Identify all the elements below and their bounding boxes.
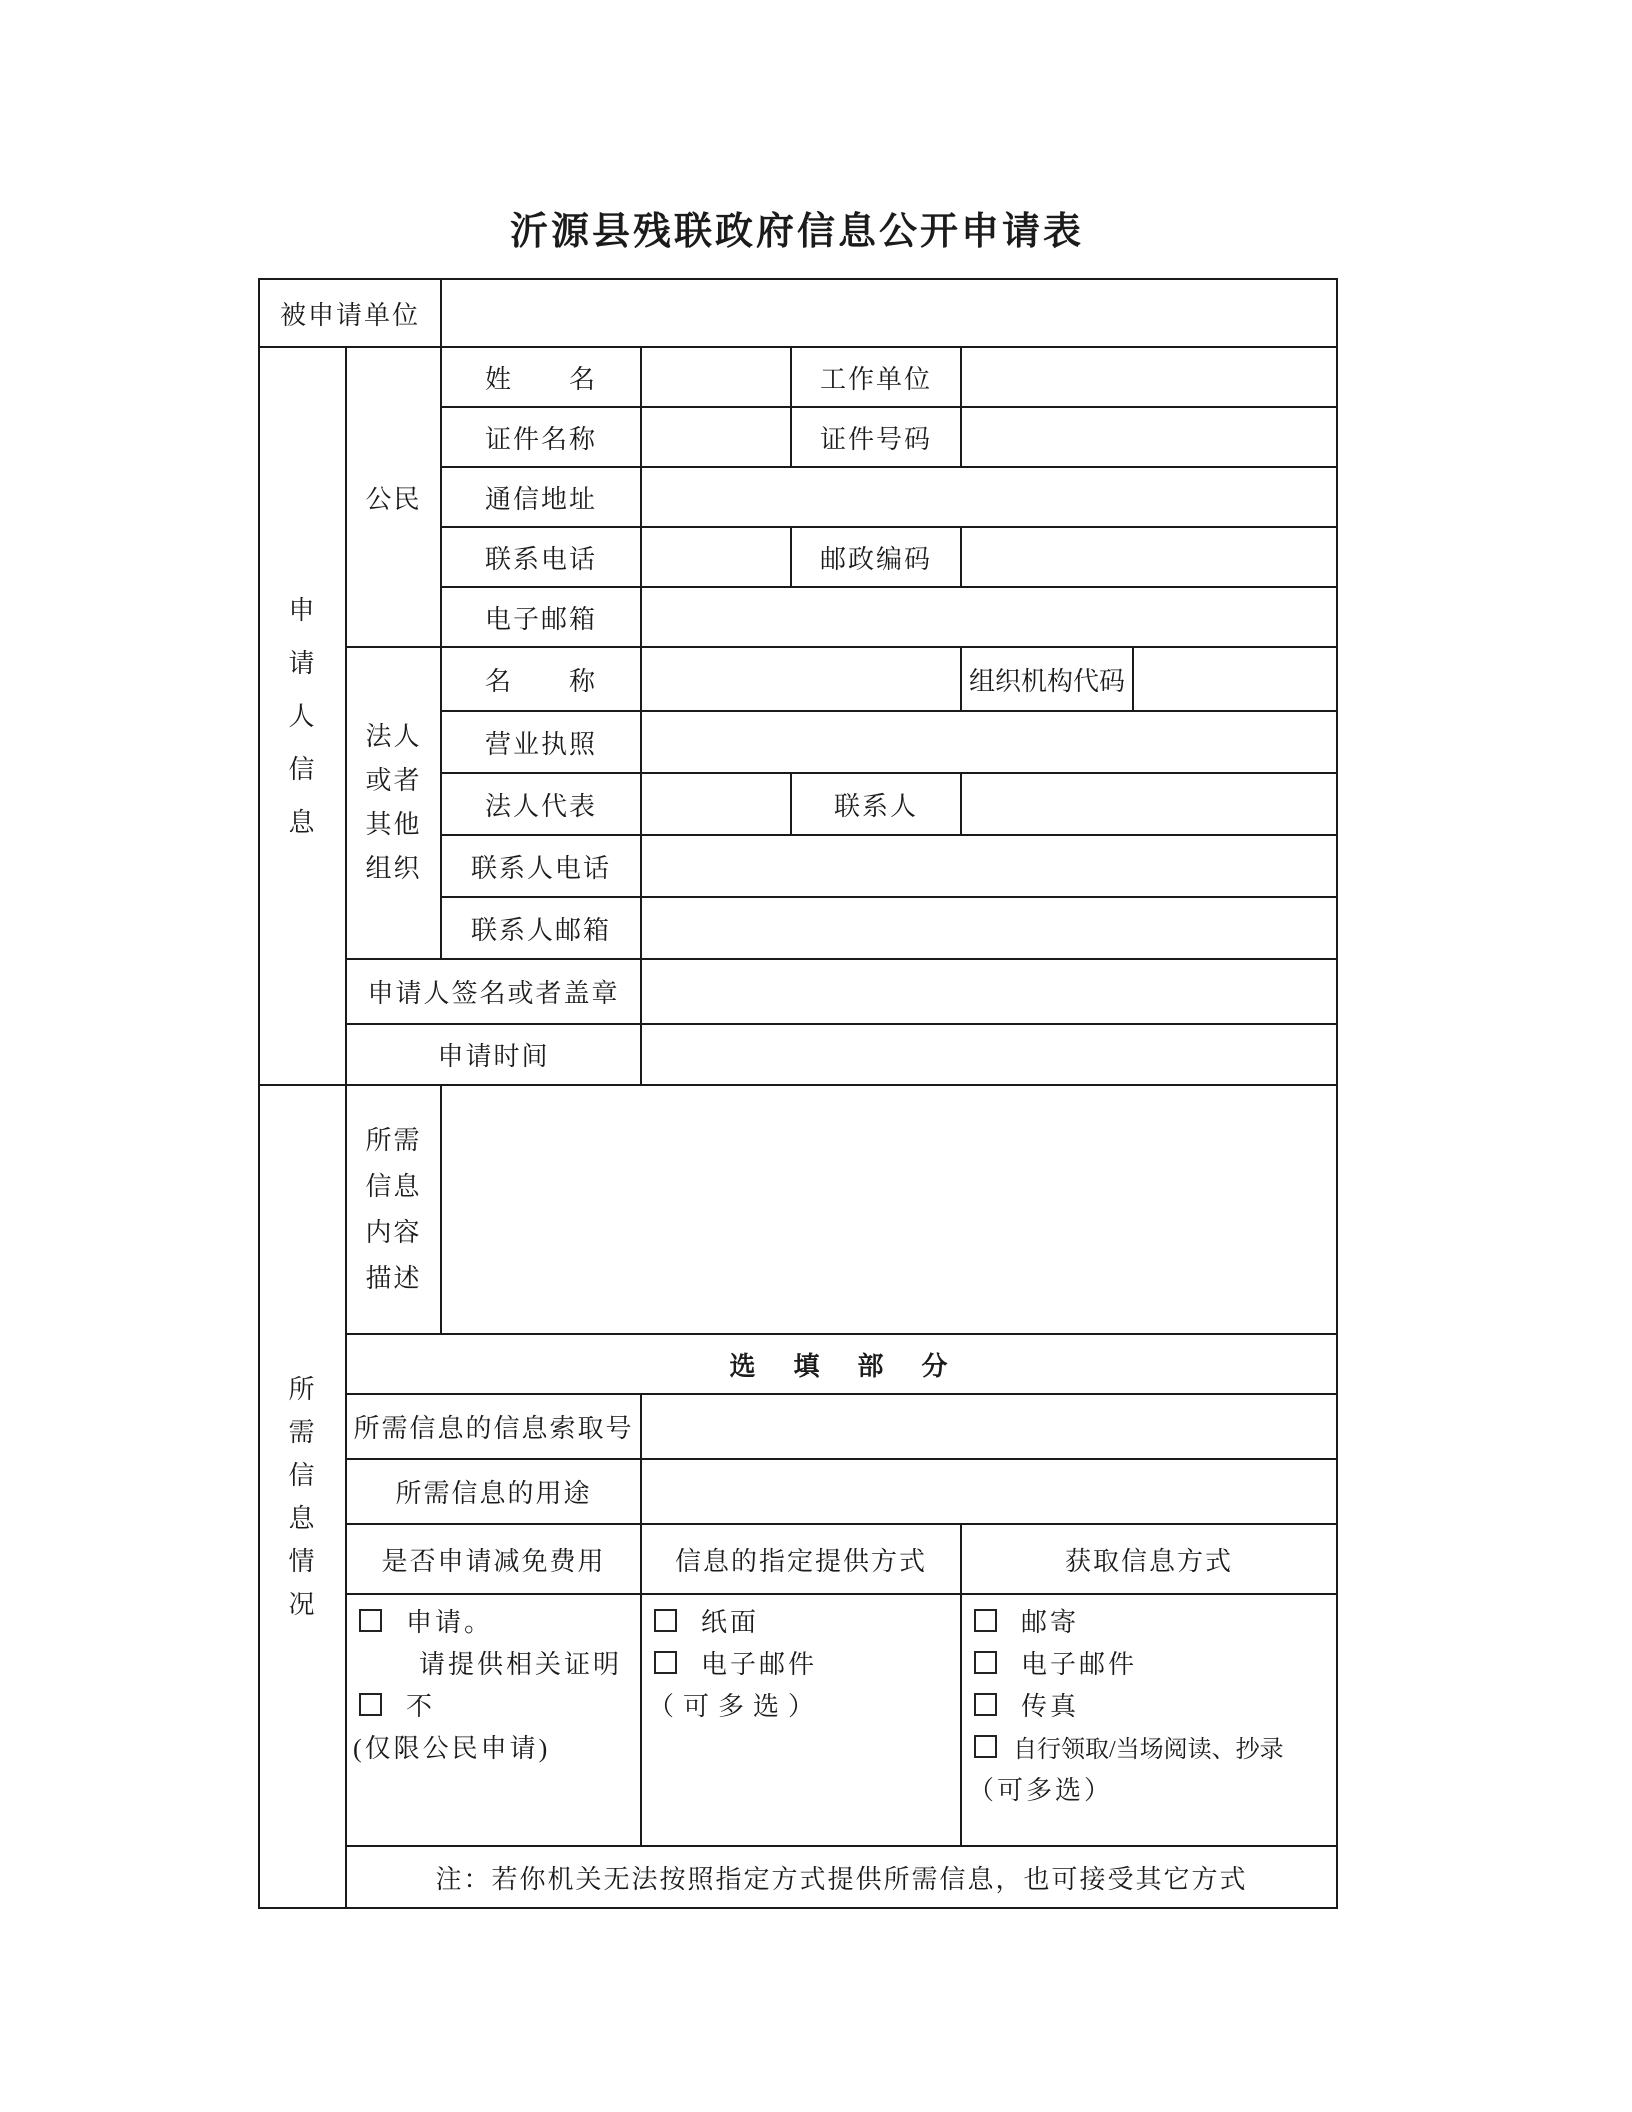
obtain-multi-text: （可多选） [968, 1775, 1114, 1805]
contact-email-input[interactable] [641, 897, 1337, 959]
apply-time-label: 申请时间 [346, 1024, 641, 1085]
cert-name-input[interactable] [641, 407, 791, 467]
obtain-multi-note [962, 1767, 1336, 1809]
cert-name-label: 证件名称 [441, 407, 641, 467]
fee-restriction-text: (仅限公民申请) [353, 1733, 551, 1763]
needed-info-section-label [259, 1085, 346, 1908]
contact-phone-input[interactable] [641, 835, 1337, 897]
applicant-info-vertical-text: 申请人信息 [288, 595, 317, 837]
legal-org-vertical-text: 法人或者其他组织 [365, 722, 422, 883]
applied-unit-label: 被申请单位 [259, 279, 441, 347]
obtain-email-checkbox[interactable] [974, 1651, 997, 1674]
cert-number-label: 证件号码 [791, 407, 961, 467]
provide-email-option[interactable] [642, 1641, 960, 1683]
obtain-selfpickup-option[interactable] [962, 1725, 1336, 1767]
obtain-email-option[interactable] [962, 1641, 1336, 1683]
address-input[interactable] [641, 467, 1337, 527]
application-form-table [258, 278, 1338, 1909]
fee-apply-note [347, 1641, 640, 1683]
license-input[interactable] [641, 711, 1337, 773]
name-label: 姓 名 [441, 347, 641, 407]
provide-multi-text: （可多选） [648, 1691, 824, 1721]
fee-header: 是否申请减免费用 [346, 1524, 641, 1594]
provide-paper-checkbox[interactable] [654, 1609, 677, 1632]
applied-unit-input[interactable] [441, 279, 1337, 347]
contact-input[interactable] [961, 773, 1337, 835]
needed-info-vertical-text: 所需信息情况 [288, 1374, 317, 1619]
postcode-input[interactable] [961, 527, 1337, 587]
provide-paper-label: 纸面 [701, 1607, 760, 1637]
obtain-mail-option[interactable] [962, 1599, 1336, 1641]
obtain-fax-checkbox[interactable] [974, 1693, 997, 1716]
org-code-input[interactable] [1133, 647, 1337, 711]
provide-options-cell [641, 1594, 961, 1846]
obtain-options-cell [961, 1594, 1337, 1846]
fee-apply-note-text: 请提供相关证明 [419, 1649, 623, 1679]
obtain-selfpickup-label: 自行领取/当场阅读、抄录 [1013, 1736, 1284, 1763]
name-input[interactable] [641, 347, 791, 407]
signature-label: 申请人签名或者盖章 [346, 959, 641, 1024]
fee-no-label: 不 [406, 1691, 436, 1721]
work-unit-label: 工作单位 [791, 347, 961, 407]
provide-multi-note [642, 1683, 960, 1725]
form-title: 沂源县残联政府信息公开申请表 [509, 211, 1084, 253]
contact-email-label: 联系人邮箱 [441, 897, 641, 959]
obtain-fax-option[interactable] [962, 1683, 1336, 1725]
fee-no-checkbox[interactable] [359, 1693, 382, 1716]
info-purpose-label: 所需信息的用途 [346, 1459, 641, 1524]
work-unit-input[interactable] [961, 347, 1337, 407]
legal-rep-input[interactable] [641, 773, 791, 835]
org-code-label: 组织机构代码 [961, 647, 1133, 711]
fee-apply-checkbox[interactable] [359, 1609, 382, 1632]
info-index-label: 所需信息的信息索取号 [346, 1394, 641, 1459]
info-desc-input[interactable] [441, 1085, 1337, 1334]
info-purpose-input[interactable] [641, 1459, 1337, 1524]
obtain-mail-label: 邮寄 [1021, 1607, 1080, 1637]
provide-paper-option[interactable] [642, 1599, 960, 1641]
applicant-info-section-label [259, 347, 346, 1085]
email-input[interactable] [641, 587, 1337, 647]
obtain-mail-checkbox[interactable] [974, 1609, 997, 1632]
footer-note: 注：若你机关无法按照指定方式提供所需信息，也可接受其它方式 [346, 1846, 1337, 1908]
contact-phone-label: 联系人电话 [441, 835, 641, 897]
phone-label: 联系电话 [441, 527, 641, 587]
fee-apply-label: 申请。 [406, 1607, 494, 1637]
contact-label: 联系人 [791, 773, 961, 835]
license-label: 营业执照 [441, 711, 641, 773]
org-name-input[interactable] [641, 647, 961, 711]
org-name-label: 名 称 [441, 647, 641, 711]
info-index-input[interactable] [641, 1394, 1337, 1459]
info-desc-label [346, 1085, 441, 1334]
apply-time-input[interactable] [641, 1024, 1337, 1085]
address-label: 通信地址 [441, 467, 641, 527]
signature-input[interactable] [641, 959, 1337, 1024]
optional-part-header: 选 填 部 分 [346, 1334, 1337, 1394]
fee-restriction-note [347, 1725, 640, 1767]
postcode-label: 邮政编码 [791, 527, 961, 587]
provide-email-checkbox[interactable] [654, 1651, 677, 1674]
legal-org-group-label [346, 647, 441, 959]
email-label: 电子邮箱 [441, 587, 641, 647]
cert-number-input[interactable] [961, 407, 1337, 467]
obtain-fax-label: 传真 [1021, 1691, 1080, 1721]
obtain-email-label: 电子邮件 [1021, 1649, 1138, 1679]
legal-rep-label: 法人代表 [441, 773, 641, 835]
provide-email-label: 电子邮件 [701, 1649, 818, 1679]
info-desc-vertical-text: 所需信息内容描述 [365, 1125, 422, 1293]
obtain-header: 获取信息方式 [961, 1524, 1337, 1594]
fee-options-cell [346, 1594, 641, 1846]
obtain-selfpickup-checkbox[interactable] [974, 1735, 997, 1758]
fee-no-option[interactable] [347, 1683, 640, 1725]
citizen-group-label: 公民 [346, 347, 441, 647]
phone-input[interactable] [641, 527, 791, 587]
fee-apply-option[interactable] [347, 1599, 640, 1641]
provide-header: 信息的指定提供方式 [641, 1524, 961, 1594]
